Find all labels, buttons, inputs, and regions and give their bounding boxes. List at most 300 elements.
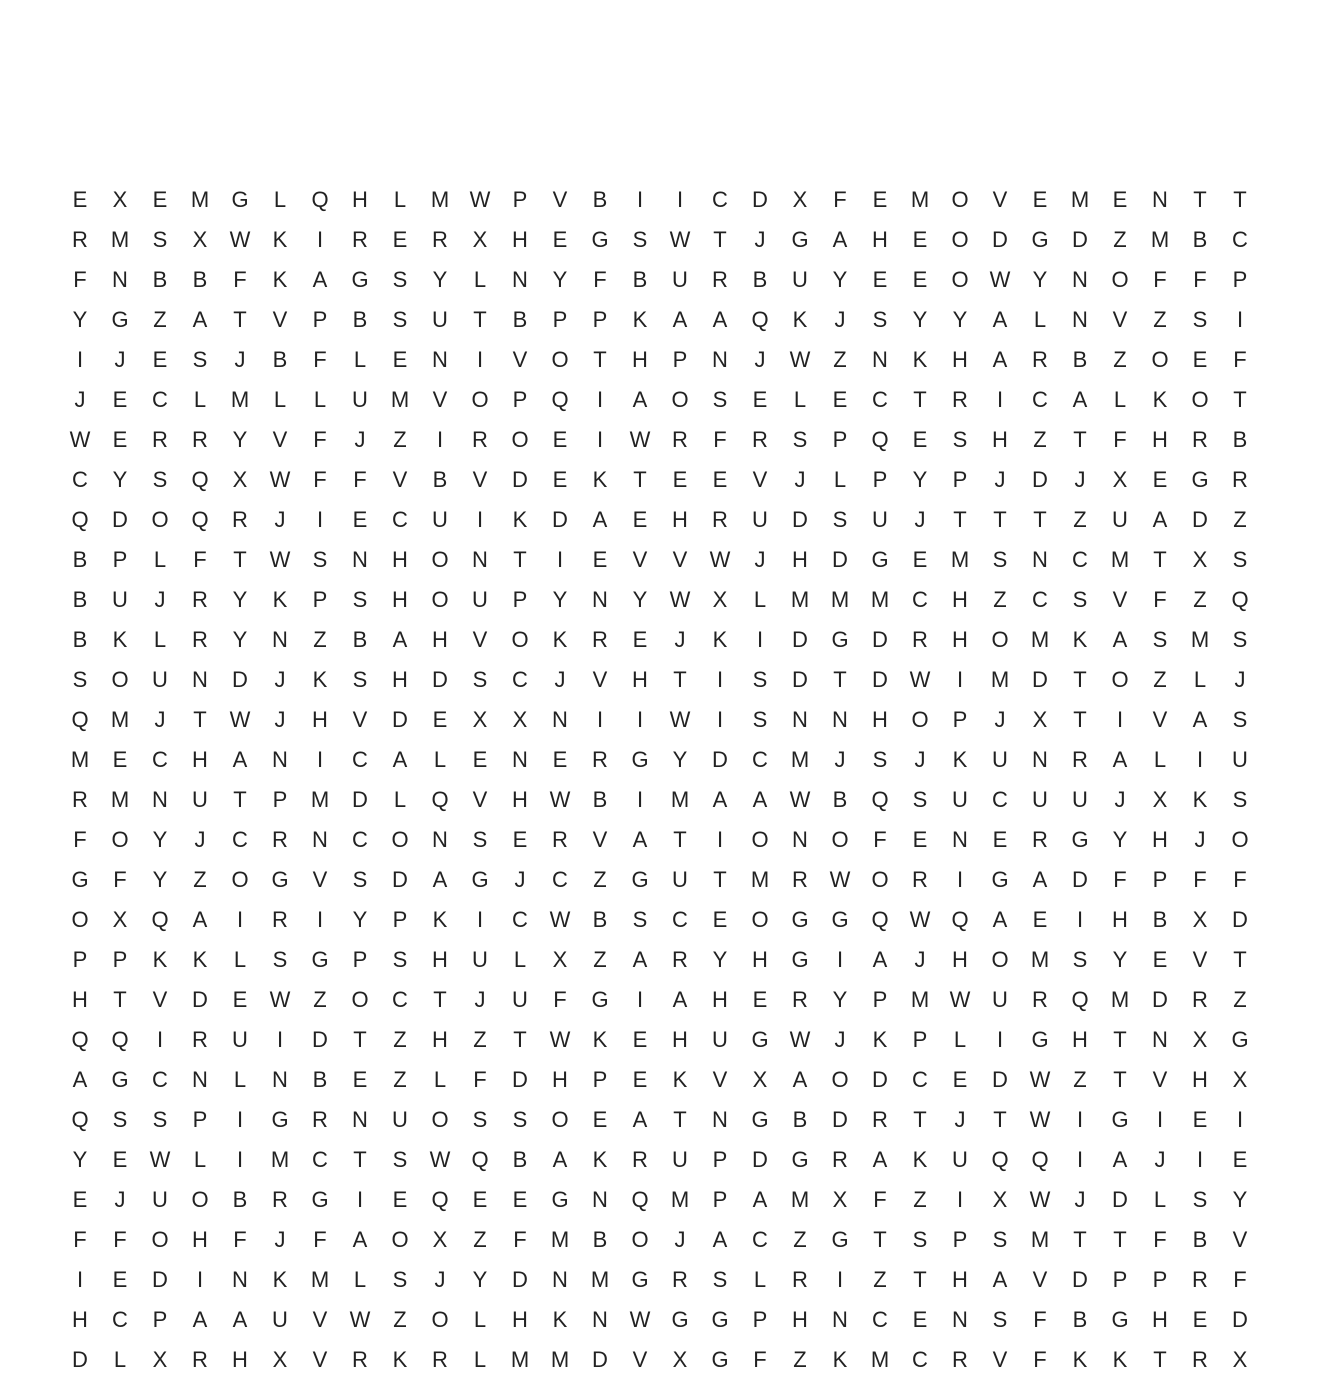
- letter-cell[interactable]: K: [712, 627, 728, 652]
- letter-cell[interactable]: D: [1232, 907, 1248, 932]
- letter-cell[interactable]: N: [1072, 307, 1088, 332]
- letter-cell[interactable]: N: [712, 1107, 728, 1132]
- letter-cell[interactable]: D: [512, 467, 528, 492]
- letter-cell[interactable]: T: [1113, 1067, 1127, 1092]
- letter-cell[interactable]: W: [69, 427, 91, 452]
- letter-cell[interactable]: D: [992, 227, 1008, 252]
- letter-cell[interactable]: L: [233, 1067, 247, 1092]
- letter-cell[interactable]: G: [1111, 1107, 1129, 1132]
- letter-cell[interactable]: S: [152, 1107, 168, 1132]
- letter-cell[interactable]: G: [271, 867, 289, 892]
- letter-cell[interactable]: V: [992, 187, 1008, 212]
- letter-cell[interactable]: K: [912, 347, 928, 372]
- letter-cell[interactable]: T: [233, 307, 247, 332]
- letter-cell[interactable]: A: [72, 1067, 88, 1092]
- letter-cell[interactable]: B: [1192, 227, 1208, 252]
- letter-cell[interactable]: D: [1072, 1267, 1088, 1292]
- letter-cell[interactable]: V: [312, 1347, 328, 1372]
- letter-cell[interactable]: I: [556, 547, 564, 572]
- letter-cell[interactable]: S: [352, 587, 368, 612]
- letter-cell[interactable]: C: [712, 187, 728, 212]
- letter-cell[interactable]: I: [156, 1027, 164, 1052]
- letter-cell[interactable]: K: [312, 667, 328, 692]
- letter-cell[interactable]: P: [592, 307, 608, 332]
- letter-cell[interactable]: F: [833, 187, 847, 212]
- letter-cell[interactable]: D: [432, 667, 448, 692]
- letter-cell[interactable]: O: [951, 187, 969, 212]
- letter-cell[interactable]: X: [152, 1347, 168, 1372]
- letter-cell[interactable]: G: [751, 1027, 769, 1052]
- letter-cell[interactable]: C: [392, 507, 408, 532]
- letter-cell[interactable]: K: [272, 587, 288, 612]
- letter-cell[interactable]: D: [792, 667, 808, 692]
- letter-cell[interactable]: G: [711, 1347, 729, 1372]
- letter-cell[interactable]: O: [631, 1227, 649, 1252]
- letter-cell[interactable]: E: [592, 1107, 608, 1132]
- letter-cell[interactable]: P: [72, 947, 88, 972]
- letter-cell[interactable]: G: [71, 867, 89, 892]
- letter-cell[interactable]: W: [629, 1307, 651, 1332]
- letter-cell[interactable]: K: [1192, 787, 1208, 812]
- letter-cell[interactable]: O: [471, 387, 489, 412]
- letter-cell[interactable]: G: [551, 1187, 569, 1212]
- letter-cell[interactable]: V: [272, 307, 288, 332]
- letter-cell[interactable]: T: [473, 307, 487, 332]
- letter-cell[interactable]: G: [471, 867, 489, 892]
- letter-cell[interactable]: J: [834, 1027, 846, 1052]
- letter-cell[interactable]: S: [192, 347, 208, 372]
- letter-cell[interactable]: A: [312, 267, 328, 292]
- letter-cell[interactable]: E: [752, 987, 768, 1012]
- letter-cell[interactable]: M: [910, 987, 930, 1012]
- letter-cell[interactable]: O: [431, 587, 449, 612]
- letter-cell[interactable]: P: [872, 467, 888, 492]
- letter-cell[interactable]: I: [1076, 907, 1084, 932]
- letter-cell[interactable]: T: [513, 1027, 527, 1052]
- letter-cell[interactable]: A: [632, 947, 648, 972]
- letter-cell[interactable]: V: [592, 667, 608, 692]
- letter-cell[interactable]: F: [873, 827, 887, 852]
- letter-cell[interactable]: J: [754, 547, 766, 572]
- letter-cell[interactable]: S: [152, 467, 168, 492]
- letter-cell[interactable]: T: [233, 547, 247, 572]
- letter-cell[interactable]: I: [1076, 1107, 1084, 1132]
- letter-cell[interactable]: Q: [751, 307, 769, 332]
- letter-cell[interactable]: S: [152, 227, 168, 252]
- letter-cell[interactable]: H: [432, 1027, 448, 1052]
- letter-cell[interactable]: Y: [232, 627, 248, 652]
- letter-cell[interactable]: S: [952, 427, 968, 452]
- letter-cell[interactable]: H: [672, 1027, 688, 1052]
- letter-cell[interactable]: H: [632, 667, 648, 692]
- letter-cell[interactable]: L: [113, 1347, 127, 1372]
- letter-cell[interactable]: H: [352, 187, 368, 212]
- letter-cell[interactable]: M: [1070, 187, 1090, 212]
- letter-cell[interactable]: G: [831, 1227, 849, 1252]
- letter-cell[interactable]: W: [909, 667, 931, 692]
- letter-cell[interactable]: Y: [1032, 267, 1048, 292]
- letter-cell[interactable]: E: [392, 227, 408, 252]
- letter-cell[interactable]: D: [1072, 227, 1088, 252]
- letter-cell[interactable]: C: [152, 747, 168, 772]
- letter-cell[interactable]: O: [511, 427, 529, 452]
- letter-cell[interactable]: Z: [993, 587, 1007, 612]
- letter-cell[interactable]: D: [832, 1107, 848, 1132]
- letter-cell[interactable]: A: [872, 1147, 888, 1172]
- letter-cell[interactable]: C: [152, 387, 168, 412]
- letter-cell[interactable]: V: [352, 707, 368, 732]
- letter-cell[interactable]: N: [472, 547, 488, 572]
- letter-cell[interactable]: V: [1112, 307, 1128, 332]
- letter-cell[interactable]: W: [429, 1147, 451, 1172]
- letter-cell[interactable]: O: [431, 547, 449, 572]
- letter-cell[interactable]: F: [73, 267, 87, 292]
- letter-cell[interactable]: A: [352, 1227, 368, 1252]
- letter-cell[interactable]: H: [952, 1267, 968, 1292]
- letter-cell[interactable]: W: [269, 987, 291, 1012]
- letter-cell[interactable]: Z: [833, 347, 847, 372]
- letter-cell[interactable]: G: [711, 1307, 729, 1332]
- letter-cell[interactable]: C: [752, 1227, 768, 1252]
- letter-cell[interactable]: T: [953, 507, 967, 532]
- letter-cell[interactable]: A: [752, 787, 768, 812]
- letter-cell[interactable]: J: [794, 467, 806, 492]
- letter-cell[interactable]: N: [832, 1307, 848, 1332]
- letter-cell[interactable]: W: [669, 707, 691, 732]
- letter-cell[interactable]: V: [592, 827, 608, 852]
- letter-cell[interactable]: R: [272, 1187, 288, 1212]
- letter-cell[interactable]: C: [312, 1147, 328, 1172]
- letter-cell[interactable]: E: [632, 1067, 648, 1092]
- letter-cell[interactable]: R: [712, 507, 728, 532]
- letter-cell[interactable]: J: [674, 1227, 686, 1252]
- letter-cell[interactable]: I: [1076, 1147, 1084, 1172]
- letter-cell[interactable]: G: [311, 1187, 329, 1212]
- letter-cell[interactable]: M: [550, 1227, 570, 1252]
- letter-cell[interactable]: O: [831, 1067, 849, 1092]
- letter-cell[interactable]: L: [1193, 667, 1207, 692]
- letter-cell[interactable]: L: [1033, 307, 1047, 332]
- letter-cell[interactable]: S: [792, 427, 808, 452]
- letter-cell[interactable]: S: [72, 667, 88, 692]
- letter-cell[interactable]: R: [592, 627, 608, 652]
- letter-cell[interactable]: S: [912, 787, 928, 812]
- letter-cell[interactable]: T: [713, 867, 727, 892]
- letter-cell[interactable]: T: [1073, 667, 1087, 692]
- letter-cell[interactable]: G: [1071, 827, 1089, 852]
- letter-cell[interactable]: O: [1191, 387, 1209, 412]
- letter-cell[interactable]: T: [1153, 547, 1167, 572]
- letter-cell[interactable]: R: [1072, 747, 1088, 772]
- letter-cell[interactable]: K: [272, 267, 288, 292]
- letter-cell[interactable]: M: [110, 787, 130, 812]
- letter-cell[interactable]: G: [831, 907, 849, 932]
- letter-cell[interactable]: G: [631, 867, 649, 892]
- letter-cell[interactable]: L: [353, 347, 367, 372]
- letter-cell[interactable]: R: [1192, 987, 1208, 1012]
- letter-cell[interactable]: R: [632, 1147, 648, 1172]
- letter-cell[interactable]: H: [952, 347, 968, 372]
- letter-cell[interactable]: H: [872, 227, 888, 252]
- letter-cell[interactable]: D: [752, 1147, 768, 1172]
- letter-cell[interactable]: S: [1232, 707, 1248, 732]
- letter-cell[interactable]: J: [74, 387, 86, 412]
- letter-cell[interactable]: I: [636, 787, 644, 812]
- letter-cell[interactable]: X: [1032, 707, 1048, 732]
- letter-cell[interactable]: Y: [232, 587, 248, 612]
- letter-cell[interactable]: H: [512, 1307, 528, 1332]
- letter-cell[interactable]: V: [672, 547, 688, 572]
- letter-cell[interactable]: E: [672, 467, 688, 492]
- letter-cell[interactable]: V: [1152, 1067, 1168, 1092]
- letter-cell[interactable]: V: [752, 467, 768, 492]
- letter-cell[interactable]: V: [552, 187, 568, 212]
- letter-cell[interactable]: X: [1192, 907, 1208, 932]
- letter-cell[interactable]: R: [912, 627, 928, 652]
- letter-cell[interactable]: M: [430, 187, 450, 212]
- letter-cell[interactable]: B: [192, 267, 208, 292]
- letter-cell[interactable]: A: [672, 987, 688, 1012]
- letter-cell[interactable]: I: [1196, 1147, 1204, 1172]
- letter-cell[interactable]: H: [432, 627, 448, 652]
- letter-cell[interactable]: C: [512, 667, 528, 692]
- letter-cell[interactable]: Y: [552, 587, 568, 612]
- letter-cell[interactable]: O: [391, 1227, 409, 1252]
- letter-cell[interactable]: G: [871, 547, 889, 572]
- letter-cell[interactable]: N: [952, 1307, 968, 1332]
- letter-cell[interactable]: I: [956, 1187, 964, 1212]
- letter-cell[interactable]: U: [752, 507, 768, 532]
- letter-cell[interactable]: V: [312, 1307, 328, 1332]
- letter-cell[interactable]: S: [392, 1267, 408, 1292]
- letter-cell[interactable]: P: [312, 587, 328, 612]
- letter-cell[interactable]: N: [432, 347, 448, 372]
- letter-cell[interactable]: P: [192, 1107, 208, 1132]
- letter-cell[interactable]: R: [192, 587, 208, 612]
- letter-cell[interactable]: F: [313, 467, 327, 492]
- letter-cell[interactable]: R: [192, 427, 208, 452]
- letter-cell[interactable]: E: [752, 387, 768, 412]
- letter-cell[interactable]: S: [392, 307, 408, 332]
- letter-cell[interactable]: Q: [71, 507, 89, 532]
- letter-cell[interactable]: D: [712, 747, 728, 772]
- letter-cell[interactable]: F: [593, 267, 607, 292]
- letter-cell[interactable]: U: [992, 987, 1008, 1012]
- letter-cell[interactable]: E: [712, 907, 728, 932]
- letter-cell[interactable]: J: [274, 707, 286, 732]
- letter-cell[interactable]: A: [632, 1107, 648, 1132]
- letter-cell[interactable]: M: [830, 587, 850, 612]
- letter-cell[interactable]: R: [1232, 467, 1248, 492]
- letter-cell[interactable]: T: [1033, 507, 1047, 532]
- letter-cell[interactable]: G: [1191, 467, 1209, 492]
- letter-cell[interactable]: B: [592, 907, 608, 932]
- letter-cell[interactable]: T: [1193, 187, 1207, 212]
- letter-cell[interactable]: P: [392, 907, 408, 932]
- letter-cell[interactable]: S: [712, 1267, 728, 1292]
- letter-cell[interactable]: H: [712, 987, 728, 1012]
- letter-cell[interactable]: S: [392, 947, 408, 972]
- letter-cell[interactable]: T: [113, 987, 127, 1012]
- letter-cell[interactable]: R: [272, 907, 288, 932]
- letter-cell[interactable]: R: [1032, 347, 1048, 372]
- letter-cell[interactable]: D: [1232, 1307, 1248, 1332]
- letter-cell[interactable]: O: [1111, 667, 1129, 692]
- letter-cell[interactable]: J: [994, 707, 1006, 732]
- letter-cell[interactable]: N: [792, 827, 808, 852]
- letter-cell[interactable]: K: [552, 1307, 568, 1332]
- letter-cell[interactable]: O: [151, 507, 169, 532]
- letter-cell[interactable]: G: [791, 947, 809, 972]
- letter-cell[interactable]: H: [72, 1307, 88, 1332]
- letter-cell[interactable]: S: [1072, 587, 1088, 612]
- letter-cell[interactable]: T: [433, 987, 447, 1012]
- letter-cell[interactable]: A: [232, 1307, 248, 1332]
- letter-cell[interactable]: I: [476, 507, 484, 532]
- letter-cell[interactable]: H: [792, 1307, 808, 1332]
- letter-cell[interactable]: B: [592, 1227, 608, 1252]
- letter-cell[interactable]: O: [991, 627, 1009, 652]
- letter-cell[interactable]: D: [872, 627, 888, 652]
- letter-cell[interactable]: J: [674, 627, 686, 652]
- letter-cell[interactable]: S: [472, 1107, 488, 1132]
- letter-cell[interactable]: E: [832, 387, 848, 412]
- letter-cell[interactable]: P: [152, 1307, 168, 1332]
- letter-cell[interactable]: Q: [71, 1107, 89, 1132]
- letter-cell[interactable]: D: [792, 627, 808, 652]
- letter-cell[interactable]: D: [1032, 667, 1048, 692]
- letter-cell[interactable]: G: [831, 627, 849, 652]
- letter-cell[interactable]: R: [672, 947, 688, 972]
- letter-cell[interactable]: I: [76, 1267, 84, 1292]
- letter-cell[interactable]: E: [552, 467, 568, 492]
- letter-cell[interactable]: M: [910, 187, 930, 212]
- letter-cell[interactable]: N: [352, 1107, 368, 1132]
- letter-cell[interactable]: R: [72, 787, 88, 812]
- letter-cell[interactable]: O: [551, 1107, 569, 1132]
- letter-cell[interactable]: B: [832, 787, 848, 812]
- letter-cell[interactable]: B: [72, 587, 88, 612]
- letter-cell[interactable]: Z: [393, 1307, 407, 1332]
- letter-cell[interactable]: B: [592, 787, 608, 812]
- letter-cell[interactable]: L: [273, 187, 287, 212]
- letter-cell[interactable]: O: [1111, 267, 1129, 292]
- letter-cell[interactable]: K: [272, 1267, 288, 1292]
- letter-cell[interactable]: T: [1233, 187, 1247, 212]
- letter-cell[interactable]: U: [512, 987, 528, 1012]
- letter-cell[interactable]: X: [672, 1347, 688, 1372]
- letter-cell[interactable]: C: [1232, 227, 1248, 252]
- letter-cell[interactable]: I: [996, 1027, 1004, 1052]
- letter-cell[interactable]: N: [272, 747, 288, 772]
- letter-cell[interactable]: S: [272, 947, 288, 972]
- letter-cell[interactable]: Z: [473, 1027, 487, 1052]
- letter-cell[interactable]: C: [392, 987, 408, 1012]
- letter-cell[interactable]: T: [633, 467, 647, 492]
- letter-cell[interactable]: Y: [912, 467, 928, 492]
- letter-cell[interactable]: D: [512, 1067, 528, 1092]
- letter-cell[interactable]: I: [716, 707, 724, 732]
- letter-cell[interactable]: M: [670, 1187, 690, 1212]
- letter-cell[interactable]: B: [272, 347, 288, 372]
- letter-cell[interactable]: G: [1231, 1027, 1249, 1052]
- letter-cell[interactable]: E: [472, 747, 488, 772]
- letter-cell[interactable]: G: [111, 307, 129, 332]
- letter-cell[interactable]: S: [992, 547, 1008, 572]
- letter-cell[interactable]: E: [1232, 1147, 1248, 1172]
- letter-cell[interactable]: E: [592, 547, 608, 572]
- letter-cell[interactable]: H: [192, 747, 208, 772]
- letter-cell[interactable]: T: [673, 1107, 687, 1132]
- letter-cell[interactable]: B: [1152, 907, 1168, 932]
- letter-cell[interactable]: J: [834, 307, 846, 332]
- letter-cell[interactable]: T: [1073, 427, 1087, 452]
- letter-cell[interactable]: G: [591, 227, 609, 252]
- letter-cell[interactable]: E: [1192, 1307, 1208, 1332]
- letter-cell[interactable]: M: [1190, 627, 1210, 652]
- letter-cell[interactable]: W: [1029, 1067, 1051, 1092]
- letter-cell[interactable]: Y: [152, 867, 168, 892]
- letter-cell[interactable]: T: [833, 667, 847, 692]
- letter-cell[interactable]: J: [154, 707, 166, 732]
- letter-cell[interactable]: N: [872, 347, 888, 372]
- letter-cell[interactable]: U: [872, 507, 888, 532]
- letter-cell[interactable]: G: [271, 1107, 289, 1132]
- letter-cell[interactable]: X: [112, 907, 128, 932]
- letter-cell[interactable]: T: [1113, 1027, 1127, 1052]
- letter-cell[interactable]: U: [352, 387, 368, 412]
- letter-cell[interactable]: U: [432, 307, 448, 332]
- letter-cell[interactable]: B: [1192, 1227, 1208, 1252]
- letter-cell[interactable]: A: [232, 747, 248, 772]
- letter-cell[interactable]: Z: [1193, 587, 1207, 612]
- letter-cell[interactable]: E: [872, 267, 888, 292]
- letter-cell[interactable]: X: [552, 947, 568, 972]
- letter-cell[interactable]: B: [352, 627, 368, 652]
- letter-cell[interactable]: A: [712, 1227, 728, 1252]
- letter-cell[interactable]: X: [1112, 467, 1128, 492]
- letter-cell[interactable]: H: [1152, 427, 1168, 452]
- letter-cell[interactable]: Z: [1073, 1067, 1087, 1092]
- letter-cell[interactable]: R: [832, 1147, 848, 1172]
- letter-cell[interactable]: Z: [393, 1067, 407, 1092]
- letter-cell[interactable]: O: [191, 1187, 209, 1212]
- letter-cell[interactable]: N: [352, 547, 368, 572]
- letter-cell[interactable]: K: [832, 1347, 848, 1372]
- letter-cell[interactable]: E: [112, 1267, 128, 1292]
- letter-cell[interactable]: X: [1232, 1347, 1248, 1372]
- letter-cell[interactable]: E: [72, 1187, 88, 1212]
- letter-cell[interactable]: N: [552, 707, 568, 732]
- letter-cell[interactable]: J: [274, 1227, 286, 1252]
- letter-cell[interactable]: X: [512, 707, 528, 732]
- letter-cell[interactable]: Q: [431, 787, 449, 812]
- letter-cell[interactable]: P: [672, 347, 688, 372]
- letter-cell[interactable]: H: [952, 587, 968, 612]
- letter-cell[interactable]: V: [992, 1347, 1008, 1372]
- letter-cell[interactable]: W: [709, 547, 731, 572]
- letter-cell[interactable]: O: [951, 267, 969, 292]
- letter-cell[interactable]: W: [549, 787, 571, 812]
- letter-cell[interactable]: R: [792, 867, 808, 892]
- letter-cell[interactable]: W: [1029, 1187, 1051, 1212]
- letter-cell[interactable]: V: [632, 547, 648, 572]
- letter-cell[interactable]: O: [511, 627, 529, 652]
- letter-cell[interactable]: U: [952, 787, 968, 812]
- letter-cell[interactable]: G: [751, 1107, 769, 1132]
- letter-cell[interactable]: D: [832, 547, 848, 572]
- letter-cell[interactable]: F: [113, 867, 127, 892]
